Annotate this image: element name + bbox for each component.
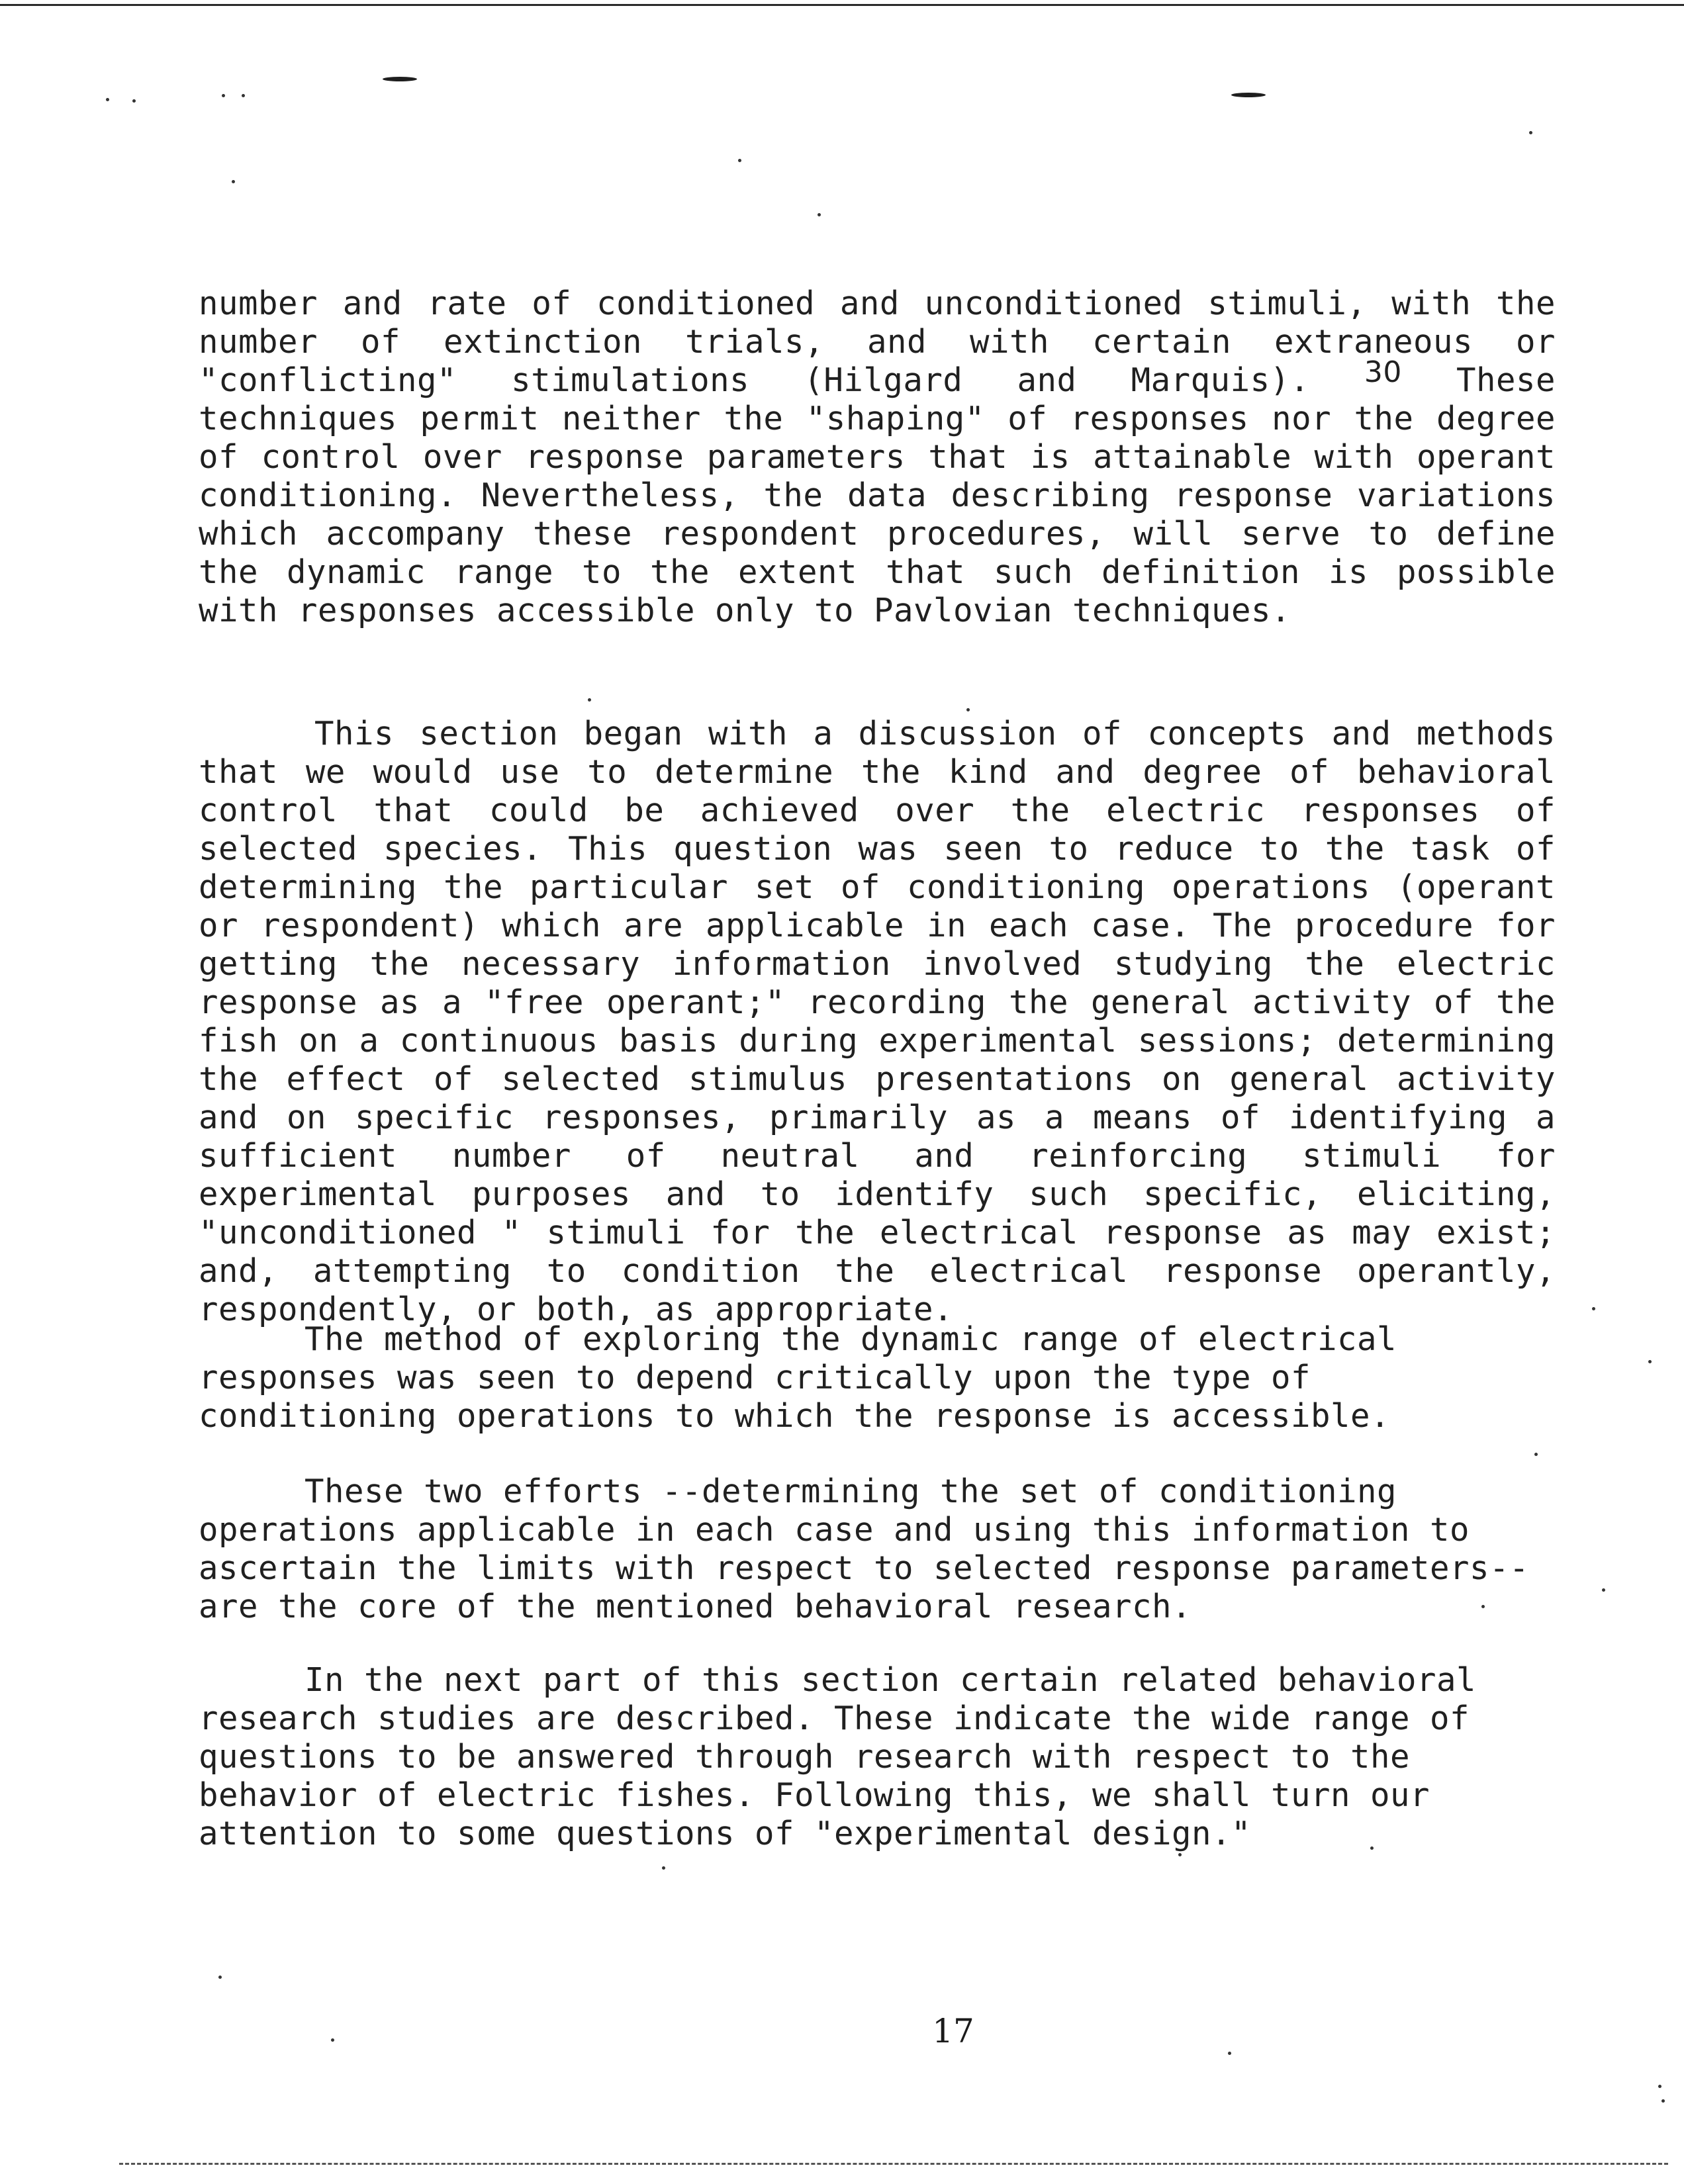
bottom-edge-rule bbox=[119, 2163, 1668, 2165]
paragraph-1 bbox=[199, 285, 1556, 630]
paragraph-1-text-before-ref: number and rate of conditioned and unconditioned stimuli, with the number of extinction trials, and with certain extraneous or "conflicting" stimulations (Hilgard and Marquis). bbox=[199, 285, 1556, 399]
scan-speck bbox=[1661, 2099, 1665, 2103]
scan-mark bbox=[1231, 93, 1266, 97]
paragraph-3: The method of exploring the dynamic range of electrical responses was seen to depend critically upon the type of conditioning operations to which the response is accessible. bbox=[199, 1320, 1397, 1435]
scan-speck bbox=[818, 213, 821, 216]
paragraph-4: These two efforts --determining the set of conditioning operations applicable in each case and using this information to ascertain the limits with respect to selected response parameters-- are the core of the mentioned behavioral research. bbox=[199, 1473, 1530, 1625]
scan-speck bbox=[232, 180, 235, 183]
scan-speck bbox=[1602, 1588, 1605, 1592]
scan-speck bbox=[1592, 1307, 1595, 1310]
scan-speck bbox=[132, 99, 136, 103]
paragraph-2: This section began with a discussion of concepts and methods that we would use to determine the kind and degree of behavioral control that could be achieved over the electric responses of selected species. This question was seen to reduce to the task of determining the particular set of conditioning operations (operant or respondent) which are applicable in each case. The procedure for getting the necessary information involved studying the electric response as a "free operant;" recording the general activity of the fish on a continuous basis during experimental sessions; determining the effect of selected stimulus presentations on general activity and on specific responses, primarily as a means of identifying a sufficient number of neutral and reinforcing stimuli for experimental purposes and to identify such specific, eliciting, "unconditioned " stimuli for the electrical response as may exist; and, attempting to condition the electrical response operantly, respondently, or both, as appropriate. bbox=[199, 715, 1556, 1328]
page-number: 17 bbox=[932, 2012, 974, 2050]
scan-speck bbox=[1648, 1360, 1652, 1363]
scan-speck bbox=[1228, 2052, 1231, 2055]
scan-speck bbox=[588, 698, 591, 702]
scan-speck bbox=[242, 94, 245, 97]
paragraph-5: In the next part of this section certain related behavioral research studies are described. These indicate the wide range of questions to be answered through research with respect to the behavior of electric fishes. Following this, we shall turn our attention to some questions of "experimental design." bbox=[199, 1661, 1477, 1852]
scan-speck bbox=[1178, 1853, 1182, 1856]
top-edge-rule bbox=[0, 4, 1684, 6]
scan-speck bbox=[1529, 131, 1532, 134]
scan-speck bbox=[662, 1866, 665, 1870]
scan-speck bbox=[1658, 2085, 1661, 2088]
scan-mark bbox=[383, 77, 417, 81]
footnote-reference: 30 bbox=[1364, 355, 1402, 389]
paragraph-1-text-after-ref: These techniques permit neither the "shaping" of responses nor the degree of control over response parameters that is attainable with operant conditioning. Nevertheless, the data describing response variations which accompany these respondent procedures, will serve to define the dynamic range to the extent that such definition is possible with responses accessible only to Pavlovian techniques. bbox=[199, 361, 1556, 629]
scan-speck bbox=[218, 1976, 222, 1979]
scan-speck bbox=[966, 708, 970, 711]
scan-speck bbox=[222, 94, 225, 97]
scan-speck bbox=[1534, 1453, 1538, 1456]
scan-speck bbox=[738, 159, 741, 162]
scan-speck bbox=[106, 98, 109, 101]
scan-speck bbox=[331, 2038, 334, 2042]
